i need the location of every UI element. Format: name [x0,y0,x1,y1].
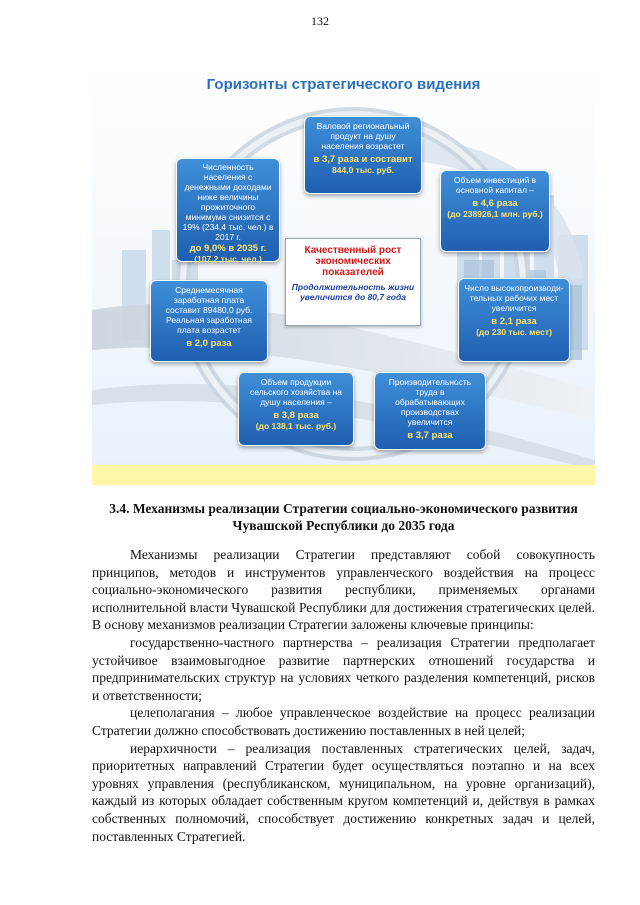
central-title: Качественный рост экономических показателей [304,245,402,278]
poverty-text: Численность населения с денежными доходами ниже величины прожиточного минимума снизится с 19% (234,4 тыс. чел.) в 2017 г. [182,162,274,242]
agriculture-box [238,372,354,446]
agriculture-highlight-value: (до 138,1 тыс. руб.) [255,421,337,431]
poverty-box [176,158,280,262]
strategic-vision-figure [92,60,595,485]
jobs-highlight-value: (до 230 тыс. мест) [476,327,552,337]
productivity-text: Производительность труда в обрабатывающих производствах увеличится [388,377,472,427]
jobs-highlight: в 2,1 раза [491,316,537,327]
grp-highlight: в 3,7 раза и составит [313,154,413,165]
investment-highlight-value: (до 238926,1 млн. руб.) [447,209,543,219]
investment-highlight: в 4,6 раза [472,198,518,209]
grp-text: Валовой региональный продукт на душу населения возрастет [316,121,410,151]
grp-box [304,116,422,194]
agriculture-highlight: в 3,8 раза [273,410,319,421]
section-body [92,546,595,845]
poverty-highlight-value: (107,2 тыс. чел.) [194,254,262,264]
investment-box [440,170,550,252]
paragraph: государственно-частного партнерства – реализация Стратегии предполагает устойчивое взаимовыгодное развитие партнерских отношений государства и предпринимательских структур на условиях четкого разделения компетенций, рисков и ответственности; [92,634,595,703]
central-summary-box [285,238,421,326]
jobs-text: Число высокопроизводи-тельных рабочих мест увеличится [464,283,564,313]
paragraph: иерархичности – реализация поставленных стратегических целей, задач, приоритетных направлений Стратегии будет осуществляться поэтапно и на всех уровнях управления (республиканском, муниципальном, на уровне организаций), каждый из которых обладает собственным кругом компетенций и, действуя в рамках собственных полномочий, способствует достижению конкретных задач и целей, поставленных Стратегией. [92,740,595,844]
section-heading: 3.4. Механизмы реализации Стратегии социально-экономического развития Чувашской Республики до 2035 года [109,501,578,533]
agriculture-text: Объем продукции сельского хозяйства на душу населения – [250,377,342,407]
salary-highlight: в 2,0 раза [186,338,232,349]
figure-bottom-strip [92,465,595,485]
jobs-box [458,278,570,362]
grp-highlight-value: 844,0 тыс. руб. [332,165,394,175]
productivity-box [374,372,486,450]
salary-box [150,280,268,362]
figure-title: Горизонты стратегического видения [206,76,481,93]
productivity-highlight: в 3,7 раза [407,430,453,441]
poverty-highlight: до 9,0% в 2035 г. [189,243,267,254]
investment-text: Объем инвестиций в основной капитал – [453,175,537,195]
paragraph: целеполагания – любое управленческое воздействие на процесс реализации Стратегии должно способствовать достижению поставленных в ней целей; [92,705,595,738]
page-number: 132 [311,14,329,28]
paragraph: Механизмы реализации Стратегии представляют собой совокупность принципов, методов и инструментов управленческого воздействия на процесс социально-экономического развития республики, применяемых органами исполнительной власти Чувашской Республики для достижения стратегических целей. В основу механизмов реализации Стратегии заложены ключевые принципы: [92,547,595,633]
salary-text: Среднемесячная заработная плата составит 89480,0 руб. Реальная заработная плата возрастет [165,285,253,335]
central-subtitle: Продолжительность жизни увеличится до 80,7 года [291,282,415,302]
